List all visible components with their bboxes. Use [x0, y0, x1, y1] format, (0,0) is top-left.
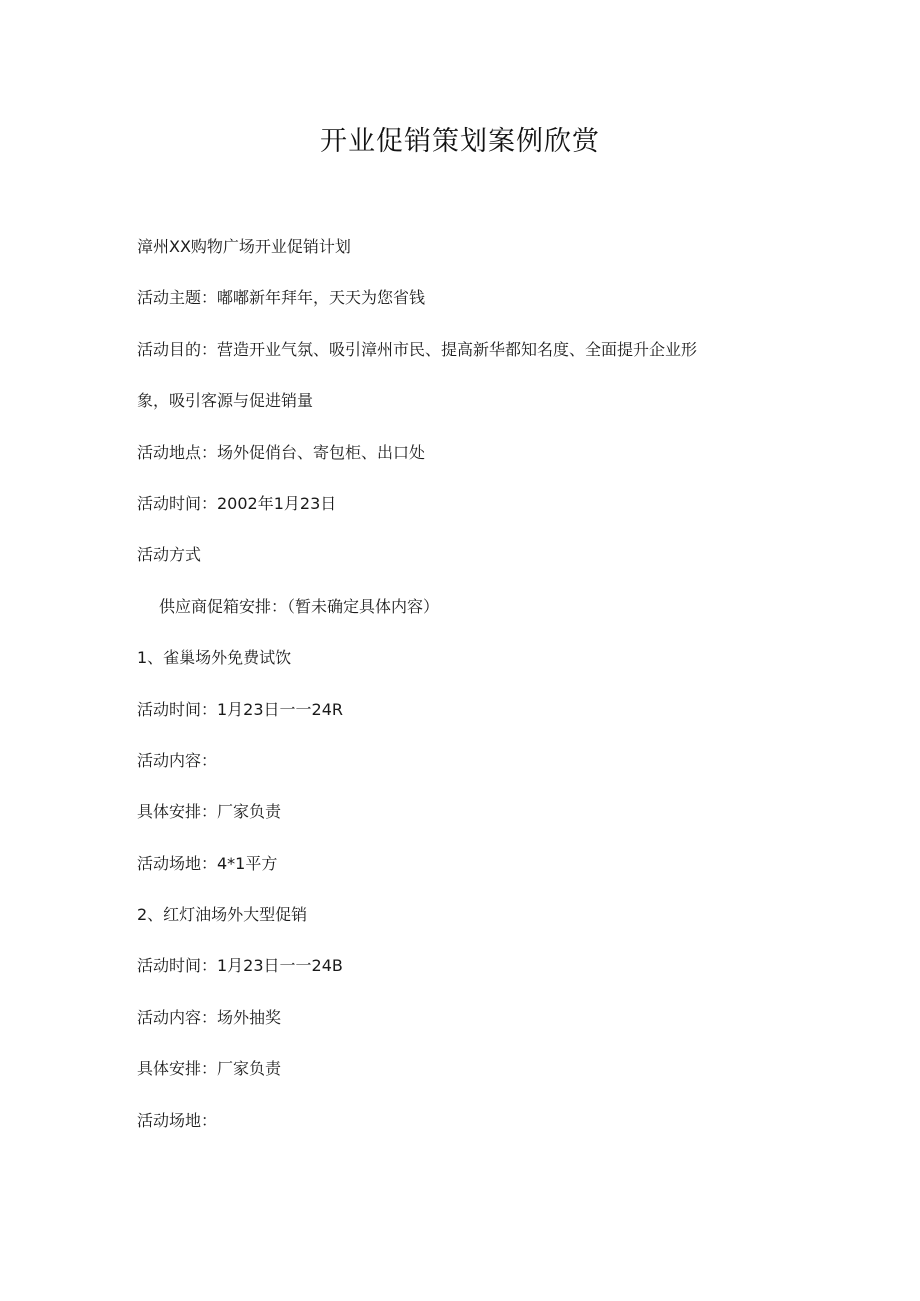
item-1-venue: 活动场地：4*1平方	[137, 853, 278, 873]
item-1-time: 活动时间：1月23日一一24R	[137, 699, 344, 719]
document-body	[137, 233, 777, 1158]
activity-purpose: 活动目的：营造开业气氛、吸引漳州市民、提高新华都知名度、全面提升企业形	[137, 339, 698, 359]
item-1-content: 活动内容：	[137, 750, 218, 770]
activity-method-heading: 活动方式	[137, 545, 202, 565]
item-1-arrangement: 具体安排：厂家负责	[137, 802, 282, 822]
activity-date: 活动时间：2002年1月23日	[137, 493, 337, 513]
item-1-heading: 1、雀巢场外免费试饮	[137, 648, 292, 668]
activity-purpose-continued: 象，吸引客源与促进销量	[137, 391, 314, 411]
item-2-time: 活动时间：1月23日一一24B	[137, 956, 343, 976]
supplier-arrangement: 供应商促箱安排：（暂未确定具体内容）	[159, 596, 440, 616]
item-2-arrangement: 具体安排：厂家负责	[137, 1059, 282, 1079]
document-title: 开业促销策划案例欣赏	[320, 126, 600, 157]
item-2-heading: 2、红灯油场外大型促销	[137, 905, 308, 925]
plan-heading: 漳州XX购物广场开业促销计划	[137, 237, 351, 256]
item-2-venue: 活动场地：	[137, 1110, 218, 1130]
item-2-content: 活动内容：场外抽奖	[137, 1007, 282, 1027]
activity-location: 活动地点：场外促俏台、寄包柜、出口处	[137, 442, 426, 462]
activity-theme: 活动主题：嘟嘟新年拜年，天天为您省钱	[137, 288, 426, 308]
